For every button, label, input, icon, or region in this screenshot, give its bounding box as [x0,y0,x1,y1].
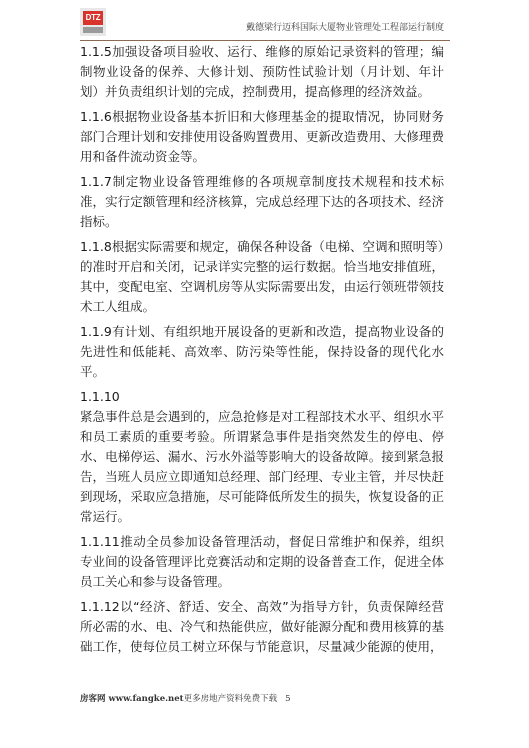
page-footer [80,692,291,704]
logo-subtext [83,27,103,33]
paragraph-1-1-12: 1.1.12以“经济、舒适、安全、高效”为指导方针，负责保障经营所必需的水、电、冷气和热能供应，做好能源分配和费用核算的基础工作，使每位员工树立环保与节能意识，尽量减少能源的使用， [80,599,444,654]
page-number: 5 [285,694,291,704]
footer-site-link[interactable]: 房客网 www.fangke.net [80,694,184,704]
document-body [80,42,444,662]
paragraph-1-1-8: 1.1.8根据实际需要和规定，确保各种设备（电梯、空调和照明等）的准时开启和关闭，记录详实完整的运行数据。恰当地安排值班，其中，变配电室、空调机房等从实际需要出发，由运行领班带领技术工人组成。 [80,239,444,314]
paragraph-1-1-7: 1.1.7制定物业设备管理维修的各项规章制度技术规程和技术标准，实行定额管理和经济核算，完成总经理下达的各项技术、经济指标。 [80,174,444,229]
section-number-1-1-10: 1.1.10 [80,389,120,404]
paragraph-1-1-5: 1.1.5加强设备项目验收、运行、维修的原始记录资料的管理；编制物业设备的保养、大修计划、预防性试验计划（月计划、年计划）并负责组织计划的完成，控制费用，提高修理的经济效益。 [80,44,444,99]
paragraph-1-1-10: 紧急事件总是会遇到的，应急抢修是对工程部技术水平、组织水平和员工素质的重要考验。所谓紧急事件是指突然发生的停电、停水、电梯停运、漏水、污水外溢等影响大的设备故障。接到紧急报告，当班人员应立即通知总经理、部门经理、专业主管，并尽快赶到现场，采取应急措施，尽可能降低所发生的损失，恢复设备的正常运行。 [80,409,444,524]
paragraph-1-1-9: 1.1.9有计划、有组织地开展设备的更新和改造，提高物业设备的先进性和低能耗、高效率、防污染等性能，保持设备的现代化水平。 [80,324,444,379]
logo-mark: DTZ [83,11,103,25]
footer-tagline: 更多房地产资料免费下载 [183,694,278,704]
header-title: 戴德梁行迈科国际大厦物业管理处工程部运行制度 [245,23,444,33]
company-logo [80,8,106,36]
paragraph-1-1-11: 1.1.11推动全员参加设备管理活动，督促日常维护和保养，组织专业间的设备管理评比竞赛活动和定期的设备普查工作，促进全体员工关心和参与设备管理。 [80,534,444,589]
paragraph-1-1-6: 1.1.6根据物业设备基本折旧和大修理基金的提取情况，协同财务部门合理计划和安排使用设备购置费用、更新改造费用、大修理费用和备件流动资金等。 [80,109,444,164]
page-header [80,6,450,41]
